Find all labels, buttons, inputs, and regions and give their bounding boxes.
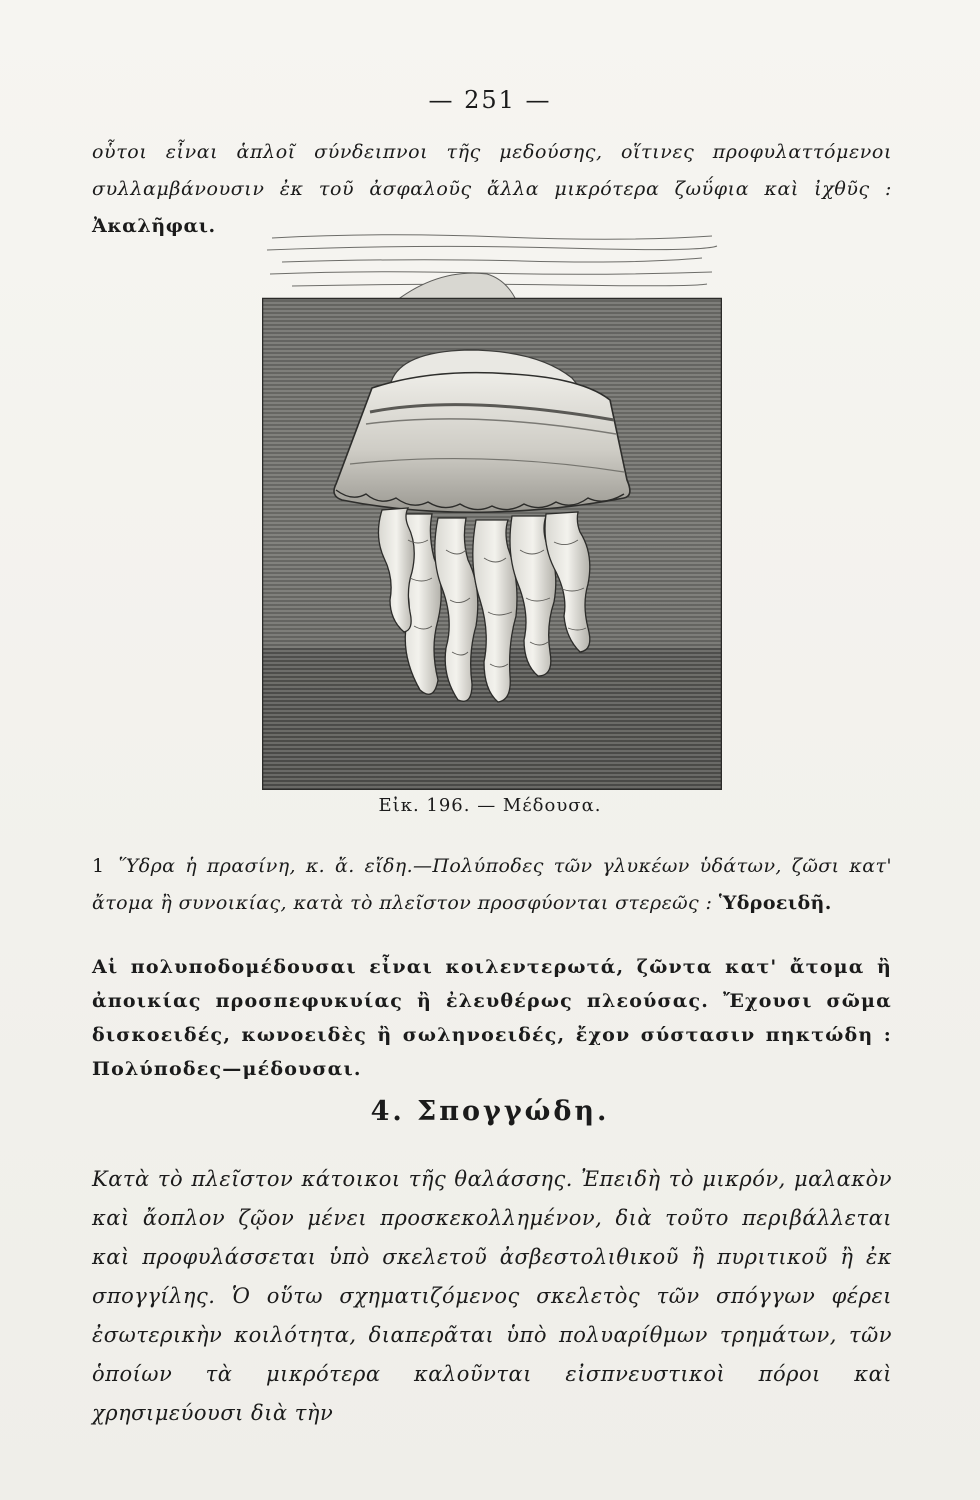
polypomedusae-paragraph: Αἱ πολυποδομέδουσαι εἶναι κοιλεντερωτά, ζῶντα κατ' ἄτομα ἢ ἀποικίας προσπεφυκυίας ἢ ἐλευθέρως πλεούσας. Ἔχουσι σῶμα δισκοειδές, κωνοειδὲς ἢ σωληνοειδές, ἔχον σύστασιν πηκτώδη : Πολύποδες—μέδουσαι. [92,956,892,1080]
figure-caption: Εἰκ. 196. — Μέδουσα. [378,795,602,816]
hydra-term: Ὑδροειδῆ. [718,892,832,914]
intro-term: Ἀκαλῆφαι. [92,215,216,237]
sponges-paragraph: Κατὰ τὸ πλεῖστον κάτοικοι τῆς θαλάσσης. Ἐπειδὴ τὸ μικρόν, μαλακὸν καὶ ἄοπλον ζῷον μένει προσκεκολλημένον, διὰ τοῦτο περιβάλλεται καὶ προφυλάσσεται ὑπὸ σκελετοῦ ἀσβεστολιθικοῦ ἢ πυριτικοῦ ἢ ἐκ σπογγίλης. Ὁ οὕτω σχηματιζόμενος σκελετὸς τῶν σπόγγων φέρει ἐσωτερικὴν κοιλότητα, διαπερᾶται ὑπὸ πολυαρίθμων τρημάτων, τῶν ὁποίων τὰ μικρότερα καλοῦνται εἰσπνευστικοὶ πόροι καὶ χρησιμεύουσι διὰ τὴν [92,1167,892,1425]
hydra-number: 1 [92,855,105,877]
hydra-text: Ὕδρα ἡ πρασίνη, κ. ἄ. εἴδη.—Πολύποδες τῶν γλυκέων ὑδάτων, ζῶσι κατ' ἄτομα ἢ συνοικίας, κατὰ τὸ πλεῖστον προσφύονται στερεῶς : [92,855,892,914]
section-heading: 4. Σπογγώδη. [370,1096,610,1127]
medusa-engraving [262,228,722,790]
medusa-illustration [262,228,722,790]
intro-text: οὗτοι εἶναι ἁπλοῖ σύνδειπνοι τῆς μεδούσης, οἵτινες προφυλαττόμενοι συλλαμβάνουσιν ἐκ τοῦ ἀσφαλοῦς ἄλλα μικρότερα ζωΰφια καὶ ἰχθῦς : [92,141,892,200]
page-number: — 251 — [428,86,552,114]
hydra-paragraph [92,848,892,922]
